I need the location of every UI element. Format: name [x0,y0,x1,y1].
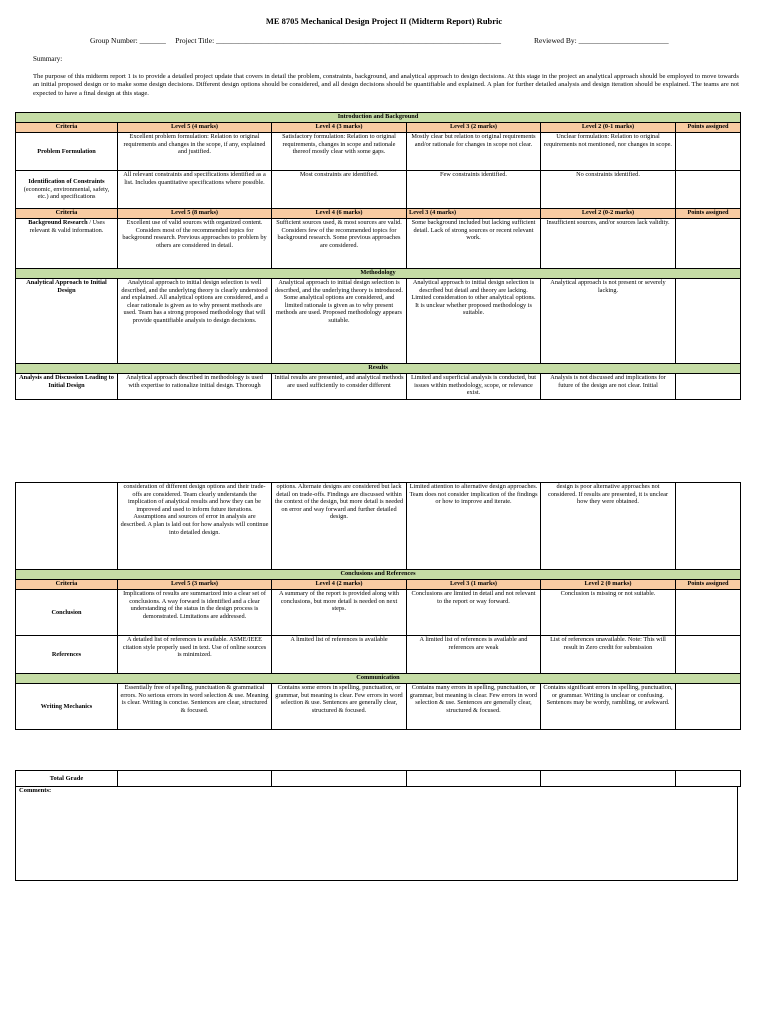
total-grade-label: Total Grade [16,771,118,787]
level-4-cell: Contains some errors in spelling, punctuation, or grammar, but meaning is clear. Few errors in word selection & use. Sentences are generally clear, structured & focused. [272,684,407,730]
document-title: ME 8705 Mechanical Design Project II (Midterm Report) Rubric [265,16,503,26]
level-2-cell: List of references unavailable. Note: This will result in Zero credit for submission [541,636,676,674]
level-4-cell: A summary of the report is provided along with conclusions, but more detail is needed on next steps. [272,590,407,636]
level-5-cell: Essentially free of spelling, punctuation & grammatical errors. No serious errors in word selection & use. Meaning is clear. Writing is concise. Sentences are clear, structured & focused. [118,684,272,730]
rubric-table-page-1 [15,112,741,400]
summary-text: The purpose of this midterm report 1 is to provide a detailed project update that covers in detail the problem, constraints, background, and analytical approach to design decisions. At this stage in the project an analytical approach should be employed to move towards an initial proposed design or to make some design decisions. Different design options should be considered, and all design decisions should be quantifiable and explained. A plan for further detailed analysis and design iteration should be explained. The teams are not expected to have a final design at this stage. [33,73,739,97]
criteria-writing-mechanics: Writing Mechanics [16,684,118,730]
points-cell[interactable] [676,219,741,269]
criteria-references: References [16,636,118,674]
table-row [16,219,741,269]
table-row [16,374,741,400]
criteria-header: Criteria [16,209,118,219]
total-grade-cell[interactable] [272,771,407,787]
level-2-header: Level 2 (0-1 marks) [541,123,676,133]
level-5-cell: Implications of results are summarized into a clear set of conclusions. A way forward is identified and a clear understanding of the status in the design process is demonstrated. Limitations are addressed. [118,590,272,636]
level-2-cell: Contains significant errors in spelling, punctuation, or grammar. Writing is unclear or confusing. Sentences may be wordy, rambling, or awkward. [541,684,676,730]
table-row [16,133,741,171]
level-2-header: Level 2 (0 marks) [541,580,676,590]
level-4-cell: A limited list of references is available [272,636,407,674]
points-header: Points assigned [676,209,741,219]
summary-label: Summary: [33,55,63,63]
points-cell[interactable] [676,636,741,674]
level-5-cell: consideration of different design options and their trade-offs are considered. Team clearly understands the implication of analytical results and how they can be improved and used to inform future iterations. Assumptions and sources of error in analysis are described. A plan is laid out for how analysis will continue into detailed design. [118,483,272,570]
level-4-header: Level 4 (2 marks) [272,580,407,590]
table-row [16,590,741,636]
level-5-cell: Analytical approach to initial design selection is well described, and the underlying theory is clearly understood and explained. All analytical options are considered, and a clear rationale is given as to why present methods are used. Team has a strong proposed methodology that will provide quantifiable analysis to design decisions. [118,279,272,364]
level-3-cell: Contains many errors in spelling, punctuation, or grammar, but meaning is clear. Few errors in word selection & use. Sentences are generally clear, structured & focused. [407,684,541,730]
criteria-analytical-approach: Analytical Approach to Initial Design [16,279,118,364]
level-5-header: Level 5 (3 marks) [118,580,272,590]
criteria-problem-formulation: Problem Formulation [16,133,118,171]
table-row [16,636,741,674]
project-title-field[interactable]: Project Title: ____________________________________________________________________________ [175,36,502,45]
total-grade-cell[interactable] [407,771,541,787]
level-3-cell: Limited and superficial analysis is conducted, but issues within methodology, scope, or relevance exist. [407,374,541,400]
level-5-cell: Excellent problem formulation: Relation to original requirements and changes in the scope, if any, explained and justified. [118,133,272,171]
section-introduction: Introduction and Background [16,113,741,123]
criteria-analysis-discussion: Analysis and Discussion Leading to Initial Design [16,374,118,400]
level-3-cell: Limited attention to alternative design approaches. Team does not consider implication of the findings or how to improve and iterate. [407,483,541,570]
level-5-header: Level 5 (8 marks) [118,209,272,219]
table-row [16,483,741,570]
criteria-constraints [16,171,118,209]
level-3-header: Level 3 (4 marks) [407,209,541,219]
section-communication: Communication [16,674,741,684]
points-cell[interactable] [676,483,741,570]
comments-label: Comments: [19,787,52,794]
table-row [16,171,741,209]
total-grade-table [15,770,741,787]
level-2-cell: Unclear formulation: Relation to original requirements not mentioned, nor changes in scope. [541,133,676,171]
table-row [16,279,741,364]
level-2-cell: Analysis is not discussed and implications for future of the design are not clear. Initial [541,374,676,400]
criteria-bold-text: Identification of Constraints [28,178,105,186]
document-header-fields [90,36,669,45]
level-2-cell: No constraints identified. [541,171,676,209]
level-4-cell: Sufficient sources used, & most sources are valid. Considers few of the recommended topics for background research. Some previous approaches are considered. [272,219,407,269]
points-header: Points assigned [676,123,741,133]
level-3-cell: Analytical approach to initial design selection is described but detail and theory are lacking. Limited consideration to other analytical options. It is unclear whether proposed methodology is suitable. [407,279,541,364]
level-5-cell: All relevant constraints and specifications identified as a list. Includes quantitative specifications where possible. [118,171,272,209]
points-header: Points assigned [676,580,741,590]
points-cell[interactable] [676,684,741,730]
criteria-bold-text: Background Research [28,219,88,226]
points-cell[interactable] [676,133,741,171]
level-4-cell: Analytical approach to initial design selection is described, and the underlying theory is introduced. Some analytical options are considered, and limited rationale is given as to why present methods are used. Proposed methodology appears suitable. [272,279,407,364]
level-3-cell: Few constraints identified. [407,171,541,209]
level-5-cell: A detailed list of references is available. ASME/IEEE citation style properly used in text. Use of online sources is minimized. [118,636,272,674]
level-3-cell: Mostly clear but relation to original requirements and/or rationale for changes in scope not clear. [407,133,541,171]
level-2-cell: Conclusion is missing or not suitable. [541,590,676,636]
level-5-header: Level 5 (4 marks) [118,123,272,133]
group-number-field[interactable]: Group Number: _______ [90,36,166,45]
total-grade-cell[interactable] [541,771,676,787]
level-4-cell: Initial results are presented, and analytical methods are used sufficiently to consider different [272,374,407,400]
level-4-cell: options. Alternate designs are considered but lack detail on trade-offs. Findings are discussed within the context of the design, but more detail is needed on error and way forward and further detailed design. [272,483,407,570]
level-2-cell: Analytical approach is not present or severely lacking. [541,279,676,364]
level-5-cell: Excellent use of valid sources with organized content. Considers most of the recommended topics for background research. Previous approaches to problem by others are considered in detail. [118,219,272,269]
points-cell[interactable] [676,374,741,400]
section-results: Results [16,364,741,374]
points-cell[interactable] [676,171,741,209]
reviewed-by-field[interactable]: Reviewed By: ________________________ [534,36,669,45]
criteria-background-research [16,219,118,269]
criteria-conclusion: Conclusion [16,590,118,636]
level-3-cell: Conclusions are limited in detail and not relevant to the report or way forward. [407,590,541,636]
criteria-header: Criteria [16,123,118,133]
level-5-cell: Analytical approach described in methodology is used with expertise to rationalize initial design. Thorough [118,374,272,400]
rubric-table-page-2 [15,482,741,730]
section-conclusions-references: Conclusions and References [16,570,741,580]
criteria-cell-continued [16,483,118,570]
level-4-header: Level 4 (3 marks) [272,123,407,133]
criteria-detail-text: (economic, environmental, safety, etc.) and specifications [23,185,110,201]
table-row [16,684,741,730]
points-cell[interactable] [676,279,741,364]
total-grade-cell[interactable] [676,771,741,787]
level-4-header: Level 4 (6 marks) [272,209,407,219]
level-2-cell: design is poor alternative approaches not considered. If results are presented, it is unclear how they were obtained. [541,483,676,570]
level-3-cell: Some background included but lacking sufficient detail. Lack of strong sources or recent relevant work. [407,219,541,269]
level-3-cell: A limited list of references is available and references are weak [407,636,541,674]
level-2-header: Level 2 (0-2 marks) [541,209,676,219]
level-2-cell: Insufficient sources, and/or sources lack validity. [541,219,676,269]
level-4-cell: Most constraints are identified. [272,171,407,209]
comments-box[interactable] [15,786,738,881]
section-methodology: Methodology [16,269,741,279]
level-4-cell: Satisfactory formulation: Relation to original requirements, changes in scope and rationale thereof mostly clear with some gaps. [272,133,407,171]
level-3-header: Level 3 (1 marks) [407,580,541,590]
criteria-header: Criteria [16,580,118,590]
level-3-header: Level 3 (2 marks) [407,123,541,133]
total-grade-cell[interactable] [118,771,272,787]
points-cell[interactable] [676,590,741,636]
criteria-detail-text: / Uses relevant & valid information. [29,219,105,234]
